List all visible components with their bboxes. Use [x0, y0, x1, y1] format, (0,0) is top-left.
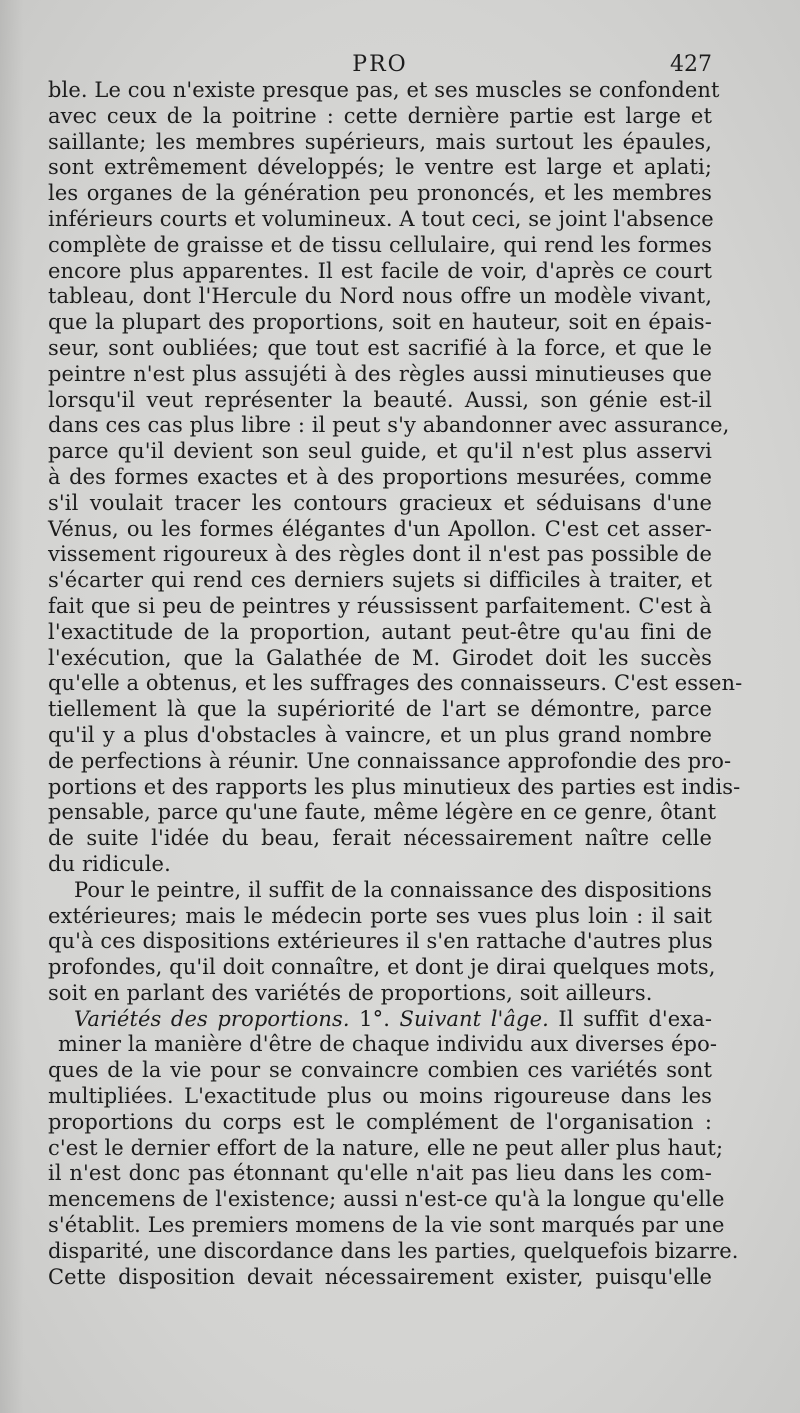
text-line: miner la manière d'être de chaque individu aux diverses épo- — [58, 1032, 718, 1057]
text-line: à des formes exactes et à des proportions mesurées, comme — [48, 464, 712, 489]
text-line: s'établit. Les premiers momens de la vie sont marqués par une — [48, 1213, 725, 1238]
text-line: encore plus apparentes. Il est facile de voir, d'après ce court — [48, 258, 712, 283]
text-line: seur, sont oubliées; que tout est sacrifié à la force, et que le — [48, 335, 712, 360]
running-head — [48, 48, 712, 82]
text-line: pensable, parce qu'une faute, même légère en ce genre, ôtant — [48, 800, 717, 825]
text-line: que la plupart des proportions, soit en hauteur, soit en épais- — [48, 310, 712, 335]
text-line: avec ceux de la poitrine : cette dernière partie est large et — [48, 103, 712, 128]
section-number: 1°. — [349, 1006, 400, 1031]
text-line: les organes de la génération peu prononcés, et les membres — [48, 181, 712, 206]
text-line: sont extrêmement développés; le ventre est large et aplati; — [48, 155, 712, 180]
text-line: vissement rigoureux à des règles dont il n'est pas possible de — [48, 542, 712, 567]
text-line: disparité, une discordance dans les parties, quelquefois bizarre. — [48, 1238, 739, 1263]
text-line: de suite l'idée du beau, ferait nécessairement naître celle — [48, 826, 712, 851]
text-line: complète de graisse et de tissu cellulaire, qui rend les formes — [48, 232, 712, 257]
subsection-heading: Suivant l'âge. — [399, 1006, 549, 1031]
text-line: c'est le dernier effort de la nature, elle ne peut aller plus haut; — [48, 1135, 724, 1160]
running-head-word: PRO — [352, 52, 408, 77]
text-line: de perfections à réunir. Une connaissance approfondie des pro- — [48, 748, 732, 773]
text-line: profondes, qu'il doit connaître, et dont je dirai quelques mots, — [48, 955, 716, 980]
spine-shadow — [0, 0, 24, 1413]
text-line: lorsqu'il veut représenter la beauté. Aussi, son génie est-il — [48, 387, 712, 412]
text-line: inférieurs courts et volumineux. A tout ceci, se joint l'absence — [48, 206, 714, 231]
text-line: parce qu'il devient son seul guide, et qu'il n'est plus asservi — [48, 439, 712, 464]
text-line: dans ces cas plus libre : il peut s'y abandonner avec assurance, — [48, 413, 730, 438]
text-line: qu'elle a obtenus, et les suffrages des connaisseurs. C'est essen- — [48, 671, 743, 696]
text-line: qu'à ces dispositions extérieures il s'en rattache d'autres plus — [48, 929, 713, 954]
text-line: fait que si peu de peintres y réussissent parfaitement. C'est à — [48, 593, 712, 618]
text-line: l'exécution, que la Galathée de M. Girodet doit les succès — [48, 645, 712, 670]
text-line: mencemens de l'existence; aussi n'est-ce qu'à la longue qu'elle — [48, 1187, 725, 1212]
text-line: qu'il y a plus d'obstacles à vaincre, et un plus grand nombre — [48, 722, 712, 747]
section-text: Il suffit d'exa- — [548, 1006, 713, 1031]
text-line: portions et des rapports les plus minutieux des parties est indis- — [48, 774, 741, 799]
text-line: proportions du corps est le complément de l'organisation : — [48, 1109, 712, 1134]
text-line: l'exactitude de la proportion, autant peut-être qu'au fini de — [48, 619, 712, 644]
text-line: tableau, dont l'Hercule du Nord nous offre un modèle vivant, — [48, 284, 712, 309]
text-line: s'il voulait tracer les contours gracieux et séduisans d'une — [48, 490, 712, 515]
text-line: saillante; les membres supérieurs, mais surtout les épaules, — [48, 129, 712, 154]
text-line: il n'est donc pas étonnant qu'elle n'ait pas lieu dans les com- — [48, 1161, 712, 1186]
section-heading: Variétés des proportions. — [74, 1006, 350, 1031]
text-line: multipliées. L'exactitude plus ou moins rigoureuse dans les — [48, 1084, 712, 1109]
text-line: ble. Le cou n'existe presque pas, et ses muscles se confondent — [48, 78, 720, 102]
text-line: ques de la vie pour se convaincre combien ces variétés sont — [48, 1058, 712, 1083]
paragraph-first-line: Pour le peintre, il suffit de la connaissance des dispositions — [74, 877, 712, 902]
text-line: du ridicule. — [48, 851, 171, 876]
body-text — [48, 78, 743, 1290]
section-heading-line — [48, 1007, 712, 1033]
text-line: Cette disposition devait nécessairement exister, puisqu'elle — [48, 1264, 712, 1289]
text-line: Vénus, ou les formes élégantes d'un Apollon. C'est cet asser- — [48, 516, 712, 541]
text-line: soit en parlant des variétés de proportions, soit ailleurs. — [48, 980, 653, 1005]
text-line: s'écarter qui rend ces derniers sujets si difficiles à traiter, et — [48, 568, 712, 593]
text-line: tiellement là que la supériorité de l'art se démontre, parce — [48, 697, 712, 722]
text-line: extérieures; mais le médecin porte ses vues plus loin : il sait — [48, 903, 712, 928]
page-number: 427 — [670, 52, 712, 77]
text-line: peintre n'est plus assujéti à des règles aussi minutieuses que — [48, 361, 712, 386]
